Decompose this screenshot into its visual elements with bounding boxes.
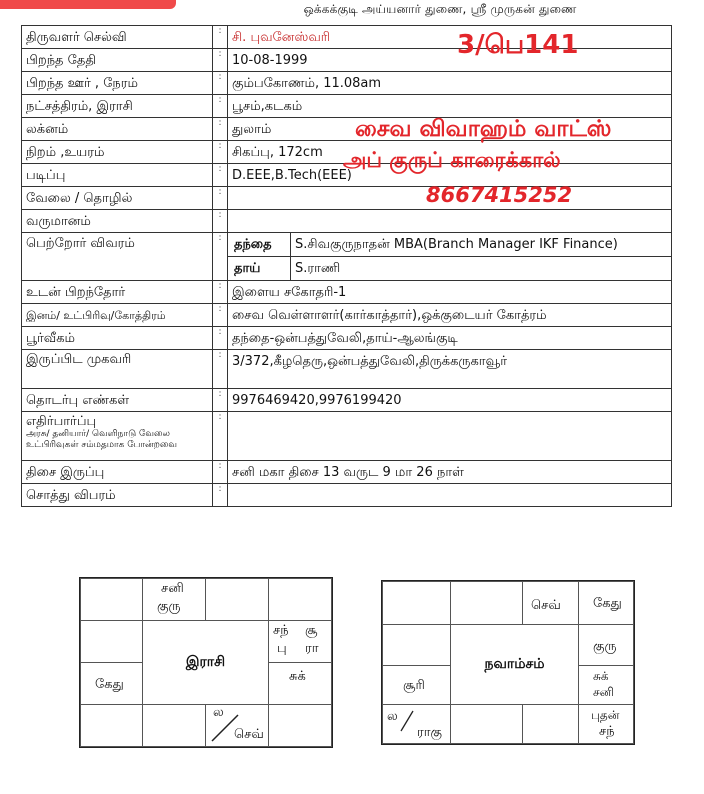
rasi-cell [80,662,143,705]
income-label: வருமானம் [22,210,213,233]
place-time-value: கும்பகோணம், 11.08am [228,72,672,95]
profile-code: 3/பெ141 [457,30,579,60]
navamsa-cell [382,624,451,666]
row-income [22,210,672,233]
navamsa-sandhiran: சந் [599,724,615,739]
navamsa-cell [382,665,451,705]
navamsa-sukkiran: சுக் [593,669,609,683]
expectation-sublabel: அரசு/ தனியார்/ வெளிநாடு வேலை உட்பிரிவுகள் சம்மதமாக போன்றவை [26,429,178,450]
education-label: படிப்பு [22,164,213,187]
navamsa-cell [578,581,634,625]
name-label: திருவளர் செல்வி [22,26,213,49]
row-expectation [22,412,672,461]
rasi-cell [142,704,206,747]
colon: : [213,210,228,233]
row-address [22,350,672,389]
contact-value: 9976469420,9976199420 [228,389,672,412]
income-value [228,210,672,233]
rasi-raagu: ரா [305,641,319,656]
contact-label: தொடர்பு எண்கள் [22,389,213,412]
colon: : [213,327,228,350]
parents-grid [228,233,671,280]
navamsa-cell [578,624,634,666]
rasi-cell [268,578,332,621]
colon: : [213,389,228,412]
navamsa-cell [578,704,634,744]
parents-label: பெற்றோர் விவரம் [22,233,213,281]
address-value: 3/372,கீழதெரு,ஒன்பத்துவேலி,திருக்கருகாவூர் [228,350,672,389]
rasi-sevvai: செவ் [234,727,264,742]
star-rasi-value: பூசம்,கடகம் [228,95,672,118]
row-place-time [22,72,672,95]
rasi-chart [79,577,333,748]
colon: : [213,141,228,164]
rasi-cell [268,662,332,705]
colon: : [213,26,228,49]
navamsa-cell [382,581,451,625]
navamsa-lagna-cell [382,704,451,744]
siblings-label: உடன் பிறந்தோர் [22,281,213,304]
colon: : [213,461,228,484]
navamsa-budhan: புதன் [591,708,620,722]
rasi-guru: குரு [157,599,181,614]
education-value: D.EEE,B.Tech(EEE) [228,164,672,187]
row-native [22,327,672,350]
page-header: ஒக்கக்குடி அய்யனார் துணை, ஸ்ரீ முருகன் துணை [303,2,577,16]
rasi-lagnam-mark: ல [213,705,224,720]
address-label: இருப்பிட முகவரி [22,350,213,389]
overlay-subtitle: அப் குருப் காரைக்கால் [343,148,561,172]
navamsa-cell [522,581,579,625]
complexion-label: நிறம் ,உயரம் [22,141,213,164]
overlay-title: சைவ விவாஹம் வாட்ஸ் [355,116,612,142]
navamsa-suriyan: சூரி [403,678,425,693]
rasi-suriyan: சூ [305,623,318,638]
rasi-cell [268,704,332,747]
colon: : [213,164,228,187]
expectation-value [228,412,672,461]
row-property [22,484,672,507]
place-time-label: பிறந்த ஊர் , நேரம் [22,72,213,95]
rasi-center: இராசி [142,620,269,705]
rasi-sani: சனி [161,581,184,596]
siblings-value: இளைய சகோதரி-1 [228,281,672,304]
colon: : [213,95,228,118]
row-job [22,187,672,210]
caste-label: இனம்/ உட்பிரிவு/கோத்திரம் [22,304,213,327]
biodata-table [21,25,672,507]
rasi-cell [142,578,206,621]
navamsa-lagnam-mark: ல [387,709,398,724]
dasa-label: திசை இருப்பு [22,461,213,484]
rasi-sandhiran: சந் [273,623,289,638]
colon: : [213,412,228,461]
row-parents [22,233,672,281]
property-label: சொத்து விபரம் [22,484,213,507]
caste-value: சைவ வெள்ளாளர்(கார்காத்தார்),ஒக்குடையர் கோத்ரம் [228,304,672,327]
complexion-value: சிகப்பு, 172cm [228,141,672,164]
colon: : [213,304,228,327]
lagnam-label: லக்னம் [22,118,213,141]
navamsa-center: நவாம்சம் [450,624,579,705]
navamsa-sevvai: செவ் [531,598,561,613]
rasi-budhan: பு [277,641,287,656]
navamsa-sani: சனி [593,685,614,699]
navamsa-raagu: ராகு [417,725,442,740]
rasi-cell [80,620,143,663]
rasi-kethu: கேது [95,677,124,692]
overlay-phone: 8667415252 [426,183,573,207]
colon: : [213,233,228,281]
job-label: வேலை / தொழில் [22,187,213,210]
colon: : [213,187,228,210]
rasi-cell [268,620,332,663]
father-label: தந்தை [228,233,291,256]
father-name: S.சிவகுருநாதன் MBA(Branch Manager IKF Finance) [295,237,618,252]
rasi-cell [80,704,143,747]
expectation-label: எதிர்பார்ப்பு [26,414,97,429]
colon: : [213,49,228,72]
navamsa-cell [578,665,634,705]
colon: : [213,72,228,95]
navamsa-guru: குரு [593,639,617,654]
star-rasi-label: நட்சத்திரம், இராசி [22,95,213,118]
row-siblings [22,281,672,304]
row-caste [22,304,672,327]
native-value: தந்தை-ஒன்பத்துவேலி,தாய்-ஆலங்குடி [228,327,672,350]
property-value [228,484,672,507]
lagnam-value: துலாம் [228,118,672,141]
dasa-value: சனி மகா திசை 13 வருட 9 மா 26 நாள் [228,461,672,484]
row-contact [22,389,672,412]
navamsa-cell [450,704,523,744]
navamsa-chart [381,580,635,745]
colon: : [213,484,228,507]
dob-value: 10-08-1999 [228,49,672,72]
navamsa-cell [522,704,579,744]
rasi-sukkiran: சுக் [289,669,306,684]
colon: : [213,281,228,304]
name-value: சி. புவனேஸ்வரி [228,26,672,49]
rasi-lagna-cell [205,704,269,747]
mother-name: S.ராணி [295,261,341,276]
row-dasa [22,461,672,484]
rasi-cell [205,578,269,621]
mother-row [228,257,671,280]
rasi-cell [80,578,143,621]
colon: : [213,350,228,389]
row-star-rasi [22,95,672,118]
top-red-tab [0,0,176,9]
native-label: பூர்வீகம் [22,327,213,350]
father-row [228,233,671,257]
dob-label: பிறந்த தேதி [22,49,213,72]
mother-label: தாய் [228,257,291,280]
navamsa-cell [450,581,523,625]
colon: : [213,118,228,141]
navamsa-kethu: கேது [593,596,622,611]
